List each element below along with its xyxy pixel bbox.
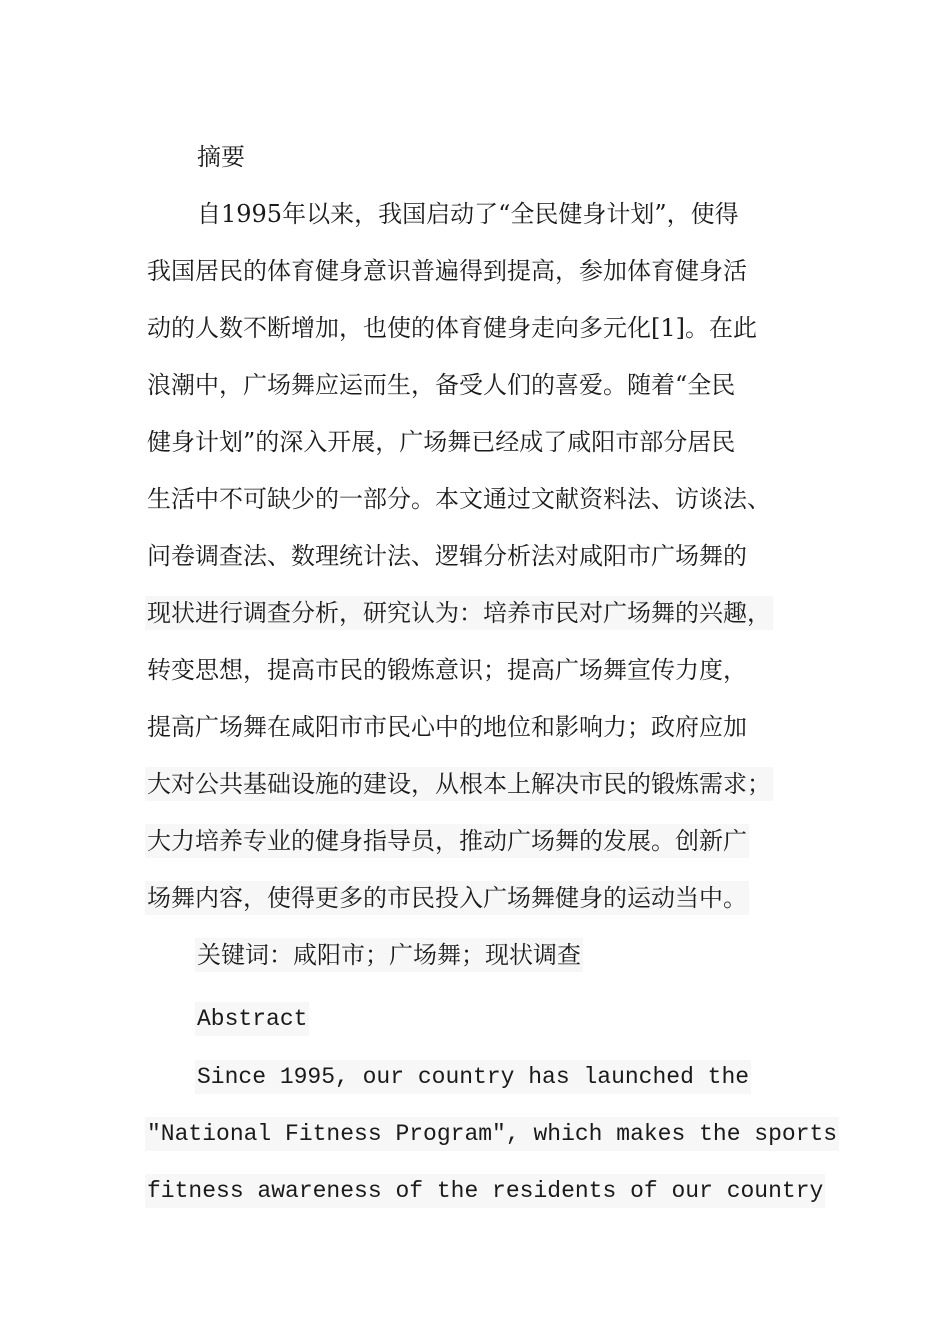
abstract-zh-line-8: 现状进行调查分析，研究认为：培养市民对广场舞的兴趣，	[145, 596, 773, 630]
abstract-zh-line-13: 场舞内容，使得更多的市民投入广场舞健身的运动当中。	[145, 881, 749, 915]
keywords-zh: 关键词：咸阳市；广场舞；现状调查	[195, 938, 583, 972]
abstract-zh-line-12: 大力培养专业的健身指导员，推动广场舞的发展。创新广	[145, 824, 749, 858]
abstract-zh-line-6: 生活中不可缺少的一部分。本文通过文献资料法、访谈法、	[147, 485, 771, 513]
abstract-zh-line-11: 大对公共基础设施的建设，从根本上解决市民的锻炼需求；	[145, 767, 773, 801]
abstract-en-line-1: Since 1995, our country has launched the	[195, 1060, 751, 1094]
abstract-zh-line-10: 提高广场舞在咸阳市市民心中的地位和影响力；政府应加	[147, 713, 747, 741]
abstract-zh-line-5: 健身计划”的深入开展，广场舞已经成了咸阳市部分居民	[147, 428, 736, 456]
abstract-en-line-2: "National Fitness Program", which makes the sports	[145, 1117, 839, 1151]
abstract-zh-line-9: 转变思想，提高市民的锻炼意识；提高广场舞宣传力度，	[147, 656, 747, 684]
abstract-heading-en: Abstract	[195, 1002, 309, 1036]
abstract-zh-line-3: 动的人数不断增加，也使的体育健身走向多元化[1]。在此	[147, 314, 757, 342]
abstract-zh-line-7: 问卷调查法、数理统计法、逻辑分析法对咸阳市广场舞的	[147, 542, 747, 570]
abstract-heading-zh: 摘要	[197, 143, 245, 171]
abstract-zh-line-2: 我国居民的体育健身意识普遍得到提高，参加体育健身活	[147, 257, 747, 285]
abstract-en-line-3: fitness awareness of the residents of our country	[145, 1174, 825, 1208]
abstract-zh-line-1: 自1995年以来，我国启动了“全民健身计划”，使得	[197, 200, 739, 228]
abstract-zh-line-4: 浪潮中，广场舞应运而生，备受人们的喜爱。随着“全民	[147, 371, 736, 399]
